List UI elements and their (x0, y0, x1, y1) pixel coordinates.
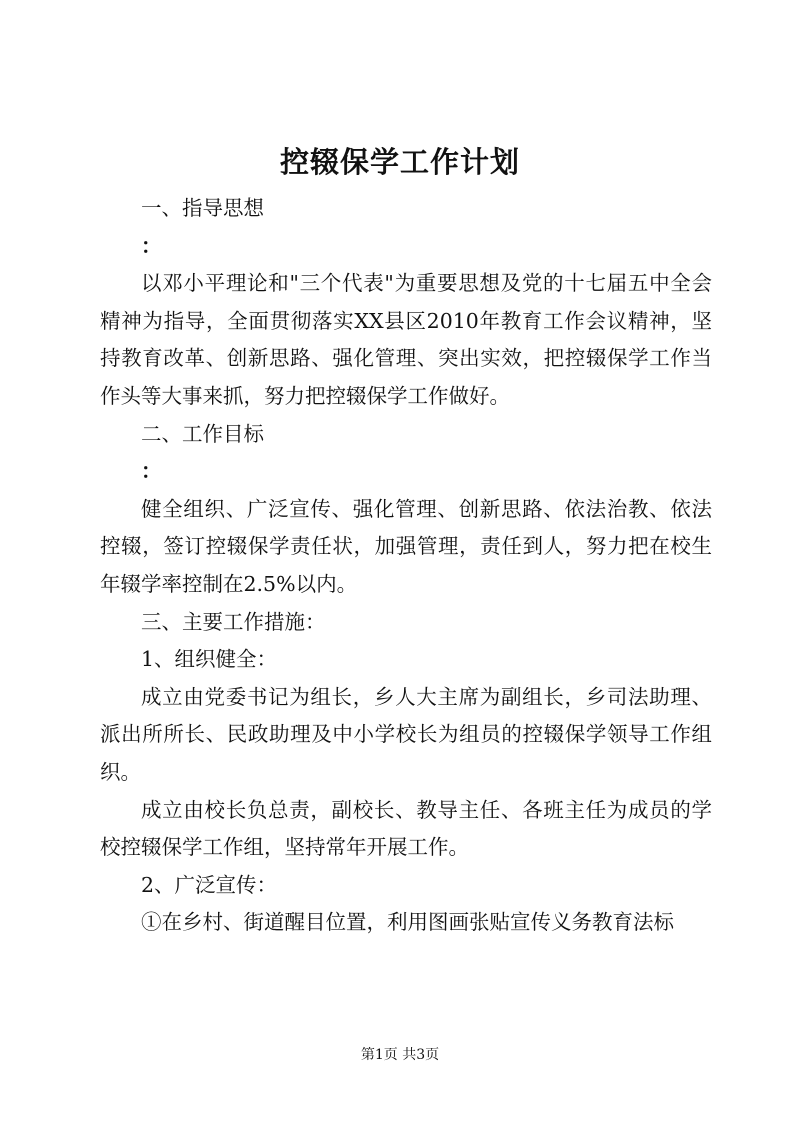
paragraph-work-goals: 健全组织、广泛宣传、强化管理、创新思路、依法治教、依法控辍，签订控辍保学责任状，加强管理，责任到人，努力把在校生年辍学率控制在2.5%以内。 (100, 496, 712, 596)
section-heading-main-measures: 三、主要工作措施： (141, 609, 326, 634)
subheading-publicity: 2、广泛宣传： (141, 872, 278, 897)
section-heading-work-goals: 二、工作目标 (141, 421, 264, 446)
colon-line: ： (141, 459, 162, 484)
subheading-organization: 1、组织健全： (141, 647, 278, 672)
document-body (100, 190, 712, 942)
paragraph-publicity-item-1: ①在乡村、街道醒目位置，利用图画张贴宣传义务教育法标 (141, 910, 674, 935)
paragraph-organization-school: 成立由校长负总责，副校长、教导主任、各班主任为成员的学校控辍保学工作组，坚持常年开展工作。 (100, 797, 712, 860)
section-heading-guiding-ideology: 一、指导思想 (141, 196, 264, 220)
document-title: 控辍保学工作计划 (279, 145, 520, 179)
colon-line: ： (141, 233, 162, 258)
page-number-footer: 第1页 共3页 (360, 1047, 440, 1063)
paragraph-guiding-ideology: 以邓小平理论和"三个代表"为重要思想及党的十七届五中全会精神为指导，全面贯彻落实XX县区2010年教育工作会议精神，坚持教育改革、创新思路、强化管理、突出实效，把控辍保学工作当作头等大事来抓，努力把控辍保学工作做好。 (100, 271, 712, 408)
paragraph-organization-leadership: 成立由党委书记为组长，乡人大主席为副组长，乡司法助理、派出所所长、民政助理及中小学校长为组员的控辍保学领导工作组织。 (100, 684, 712, 784)
